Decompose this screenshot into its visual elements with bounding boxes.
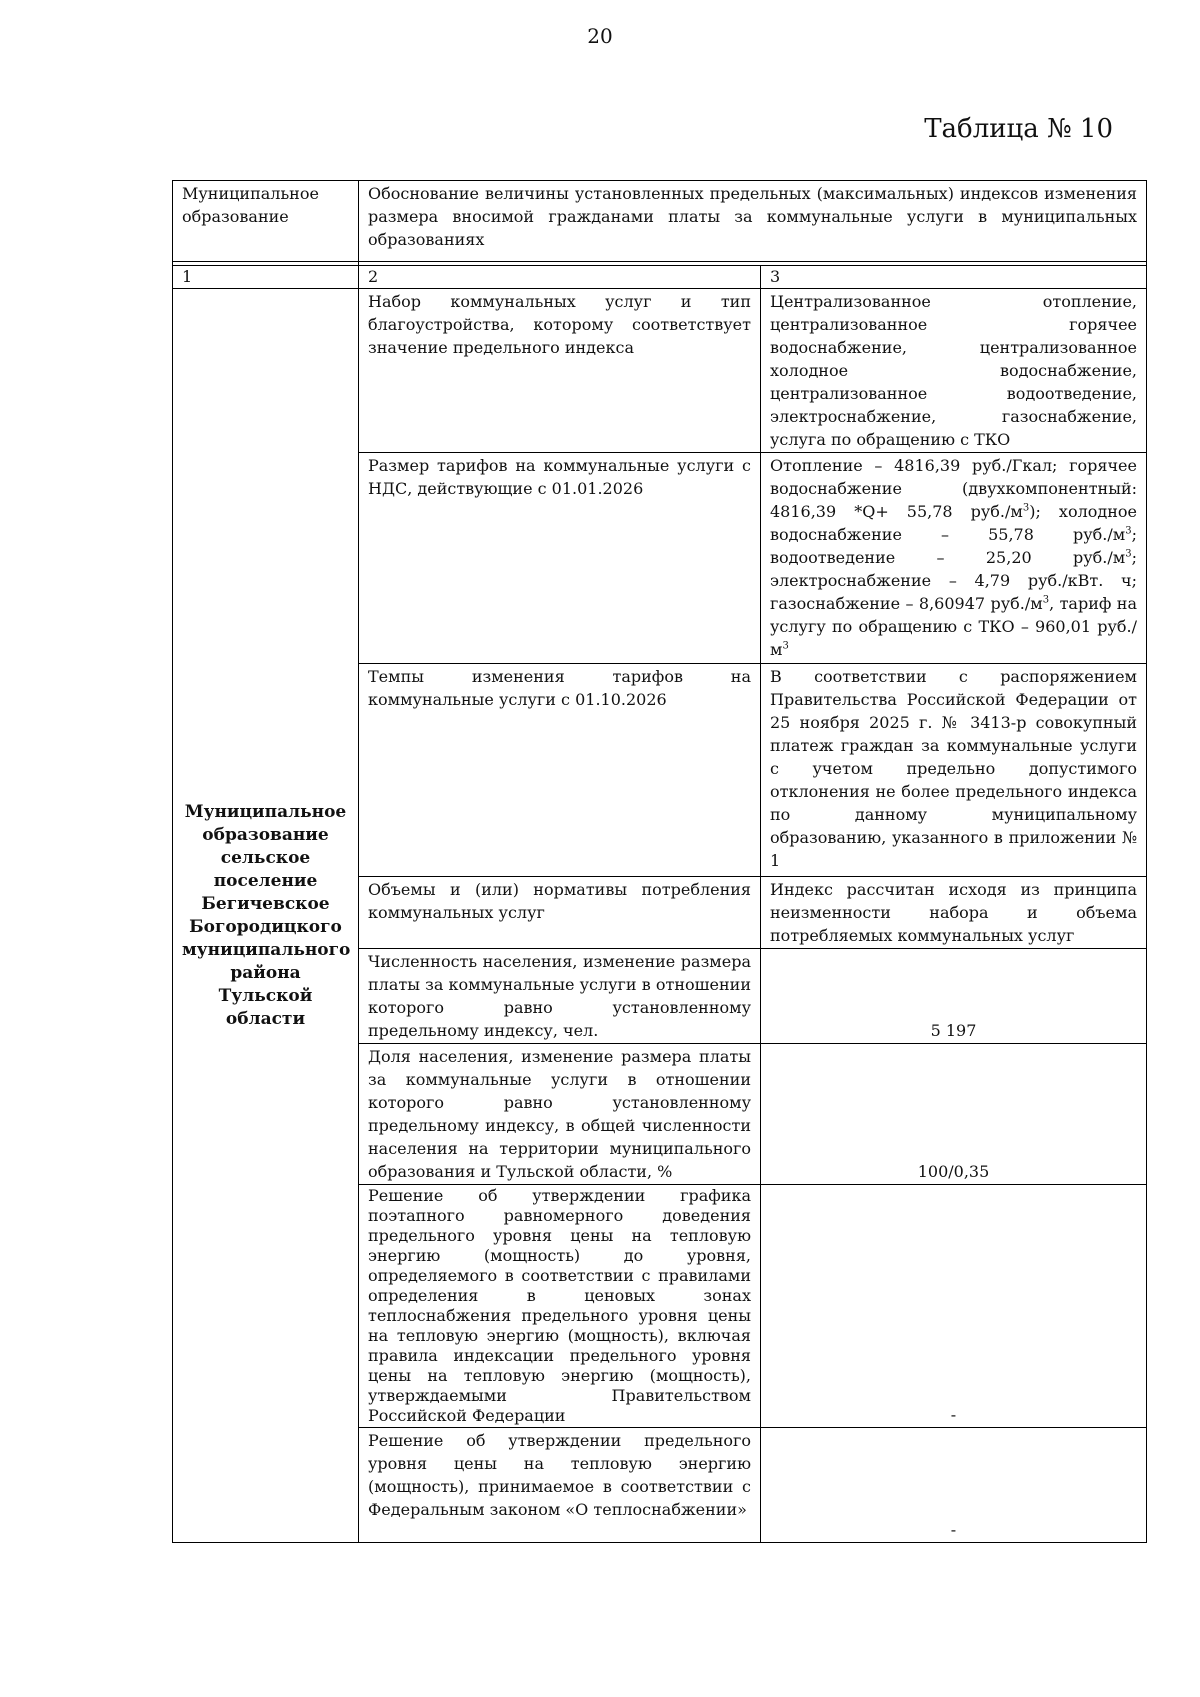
- param-cell: Решение об утверждении предельного уровня цены на тепловую энергию (мощность), принимаемое в соответствии с Федеральным законом «О теплоснабжении»: [359, 1428, 761, 1543]
- column-number-row: [173, 266, 1147, 289]
- header-municipality: Муниципальное образование: [173, 181, 359, 262]
- column-number: 1: [173, 266, 359, 289]
- value-cell: В соответствии с распоряжением Правительства Российской Федерации от 25 ноября 2025 г. № 3413-р совокупный платеж граждан за коммунальные услуги с учетом предельно допустимого отклонения не более предельного индекса по данному муниципальному образованию, указанного в приложении № 1: [761, 664, 1147, 877]
- table-header-row: [173, 181, 1147, 262]
- table-title: Таблица № 10: [924, 114, 1113, 144]
- value-cell: 5 197: [761, 949, 1147, 1044]
- tariff-index-table: [172, 180, 1147, 1543]
- value-cell: Централизованное отопление, централизованное горячее водоснабжение, централизованное холодное водоснабжение, централизованное водоотведение, электроснабжение, газоснабжение, услуга по обращению с ТКО: [761, 289, 1147, 453]
- value-cell: Отопление – 4816,39 руб./Гкал; горячее водоснабжение (двухкомпонентный: 4816,39 *Q+ 55,78 $руб./м^3$); холодное водоснабжение – 55,78 $руб./м^3$; водоотведение – 25,20 $руб./м^3$; электроснабжение – 4,79 руб./кВт. ч; газоснабжение – 8,60947 $руб./м^3$, тариф на услугу по обращению с ТКО – 960,01 $руб./м^3$: [761, 453, 1147, 664]
- param-cell: Решение об утверждении графика поэтапного равномерного доведения предельного уровня цены на тепловую энергию (мощность) до уровня, определяемого в соответствии с правилами определения в ценовых зонах теплоснабжения предельного уровня цены на тепловую энергию (мощность), включая правила индексации предельного уровня цены на тепловую энергию (мощность), утверждаемыми Правительством Российской Федерации: [359, 1185, 761, 1428]
- param-cell: Доля населения, изменение размера платы за коммунальные услуги в отношении которого равно установленному предельному индексу, в общей численности населения на территории муниципального образования и Тульской области, %: [359, 1044, 761, 1185]
- value-cell: 100/0,35: [761, 1044, 1147, 1185]
- param-cell: Набор коммунальных услуг и тип благоустройства, которому соответствует значение предельного индекса: [359, 289, 761, 453]
- param-cell: Объемы и (или) нормативы потребления коммунальных услуг: [359, 877, 761, 949]
- param-cell: Размер тарифов на коммунальные услуги с НДС, действующие с 01.01.2026: [359, 453, 761, 664]
- municipality-name: Муниципальное образование сельское поселение Бегичевское Богородицкого муниципального района Тульской области: [173, 289, 359, 1543]
- param-cell: Численность населения, изменение размера платы за коммунальные услуги в отношении которого равно установленному предельному индексу, чел.: [359, 949, 761, 1044]
- value-cell: Индекс рассчитан исходя из принципа неизменности набора и объема потребляемых коммунальных услуг: [761, 877, 1147, 949]
- value-cell: -: [761, 1185, 1147, 1428]
- param-cell: Темпы изменения тарифов на коммунальные услуги с 01.10.2026: [359, 664, 761, 877]
- table-row: [173, 289, 1147, 453]
- header-justification: Обоснование величины установленных предельных (максимальных) индексов изменения размера вносимой гражданами платы за коммунальные услуги в муниципальных образованиях: [359, 181, 1147, 262]
- column-number: 3: [761, 266, 1147, 289]
- value-cell: -: [761, 1428, 1147, 1543]
- column-number: 2: [359, 266, 761, 289]
- page-number: 20: [587, 24, 613, 48]
